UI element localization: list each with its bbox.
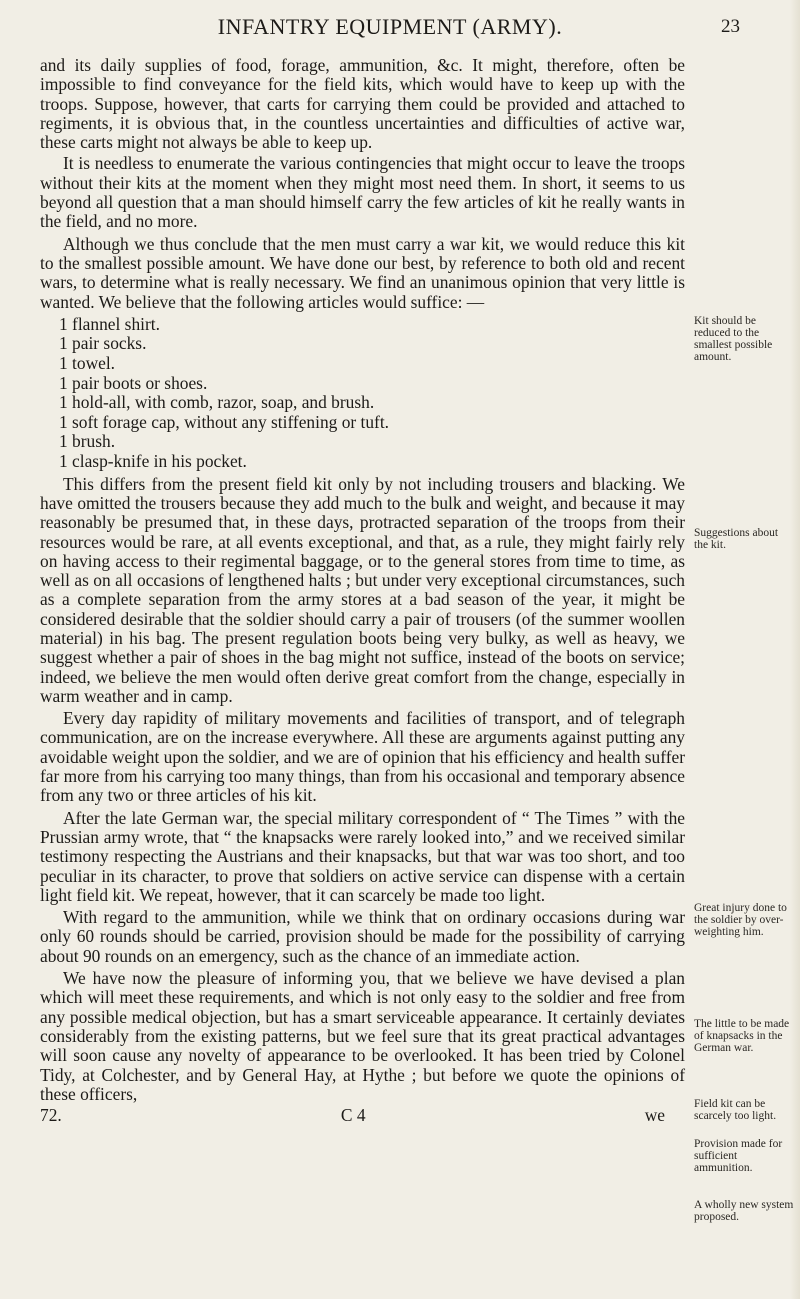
paragraph-5: Every day rapidity of military movements and facilities of transport, and of telegraph communication, are on the increase everywhere. All these are arguments against putting any avoidable weight upon the soldier, and we are of opinion that his efficiency and health suffer far more from his carrying too many things, than from his occasional and temporary absence from any two or three articles of his kit.	[40, 708, 685, 806]
running-head: INFANTRY EQUIPMENT (ARMY).	[217, 14, 563, 39]
page-number: 23	[721, 16, 740, 37]
list-item: 1 clasp-knife in his pocket.	[59, 451, 247, 472]
list-item: 1 hold-all, with comb, razor, soap, and brush.	[59, 392, 375, 413]
page-footer	[40, 1106, 685, 1125]
paragraph-2: It is needless to enumerate the various contingencies that might occur to leave the troops without their kits at the moment when they might most need them. In short, it seems to us beyond all question that a man should himself carry the few articles of kit he really wants in the field, and no more.	[40, 153, 685, 232]
margin-note-new-system: A wholly new system proposed.	[694, 1199, 794, 1223]
margin-note-knapsacks: The little to be made of knapsacks in the German war.	[694, 1018, 790, 1054]
margin-note-suggestions: Suggestions about the kit.	[694, 527, 779, 551]
paragraph-3: Although we thus conclude that the men must carry a war kit, we would reduce this kit to the smallest possible amount. We have done our best, by reference to both old and recent wars, to determine what is really necessary. We find an unanimous opinion that very little is wanted. We believe that the following articles would suffice: —	[40, 233, 685, 312]
margin-note-overweighting: Great injury done to the soldier by over-weighting him.	[694, 902, 787, 938]
list-item: 1 pair socks.	[59, 333, 147, 354]
paragraph-1: and its daily supplies of food, forage, ammunition, &c. It might, therefore, often be impossible to find conveyance for the field kits, which would have to keep up with the troops. Suppose, however, that carts for carrying them could be provided and attached to regiments, it is obvious that, in the countless uncertainties and difficulties of active war, these carts might not always be able to keep up.	[40, 55, 685, 153]
list-item: 1 brush.	[59, 431, 116, 452]
catchword: we	[644, 1105, 665, 1126]
body-text	[40, 56, 685, 1125]
list-item: 1 soft forage cap, without any stiffening or tuft.	[59, 411, 390, 432]
paragraph-4: This differs from the present field kit only by not including trousers and blacking. We have omitted the trousers because they add much to the bulk and weight, and because it may reasonably be presumed that, in these days, protracted separation of the troops from their resources would be rare, at all events exceptional, and that, as a rule, they might fairly rely on having access to their regimental baggage, or to the general stores from time to time, as well as on all occasions of lengthened halts ; but under very exceptional circumstances, such as a complete separation from the army stores at a bad season of the year, it might be considered desirable that the soldier should carry a pair of trousers (of the summer woollen material) in his bag. The present regulation boots being very bulky, as well as heavy, we suggest whether a pair of shoes in the bag might not suffice, instead of the boots on service; indeed, we believe the men would often derive great comfort from the change, especially in warm weather and in camp.	[40, 473, 685, 706]
margin-note-kit-reduced: Kit should be reduced to the smallest possible amount.	[694, 315, 773, 363]
list-item: 1 towel.	[59, 353, 116, 374]
list-item: 1 flannel shirt.	[59, 313, 160, 334]
kit-list	[40, 315, 685, 472]
paragraph-8: We have now the pleasure of informing you, that we believe we have devised a plan which will meet these requirements, and which is not only easy to the soldier and free from any possible medical objection, but has a smart serviceable appearance. It certainly deviates considerably from the existing patterns, but we feel sure that its great practical advantages will soon cause any novelty of appearance to be overlooked. It has been tried by Colonel Tidy, at Colchester, and by General Hay, at Hythe ; but before we quote the opinions of these officers,	[40, 968, 685, 1104]
margin-note-field-kit: Field kit can be scarcely too light.	[694, 1098, 777, 1122]
signature-mark: C 4	[340, 1105, 366, 1126]
list-item: 1 pair boots or shoes.	[59, 372, 208, 393]
paragraph-7: With regard to the ammunition, while we think that on ordinary occasions during war only 60 rounds should be carried, provision should be made for the possibility of carrying about 90 rounds on an emergency, such as the chance of an immediate action.	[40, 907, 685, 966]
page-header	[40, 14, 740, 40]
margin-note-ammunition: Provision made for sufficient ammunition.	[694, 1138, 783, 1174]
footer-number: 72.	[40, 1105, 62, 1126]
paragraph-6: After the late German war, the special military correspondent of “ The Times ” with the Prussian army wrote, that “ the knapsacks were rarely looked into,” and we received similar testimony respecting the Austrians and their knapsacks, but that war was too short, and too peculiar in its character, to prove that soldiers on active service can dispense with a certain light field kit. We repeat, however, that it can scarcely be made too light.	[40, 807, 685, 905]
